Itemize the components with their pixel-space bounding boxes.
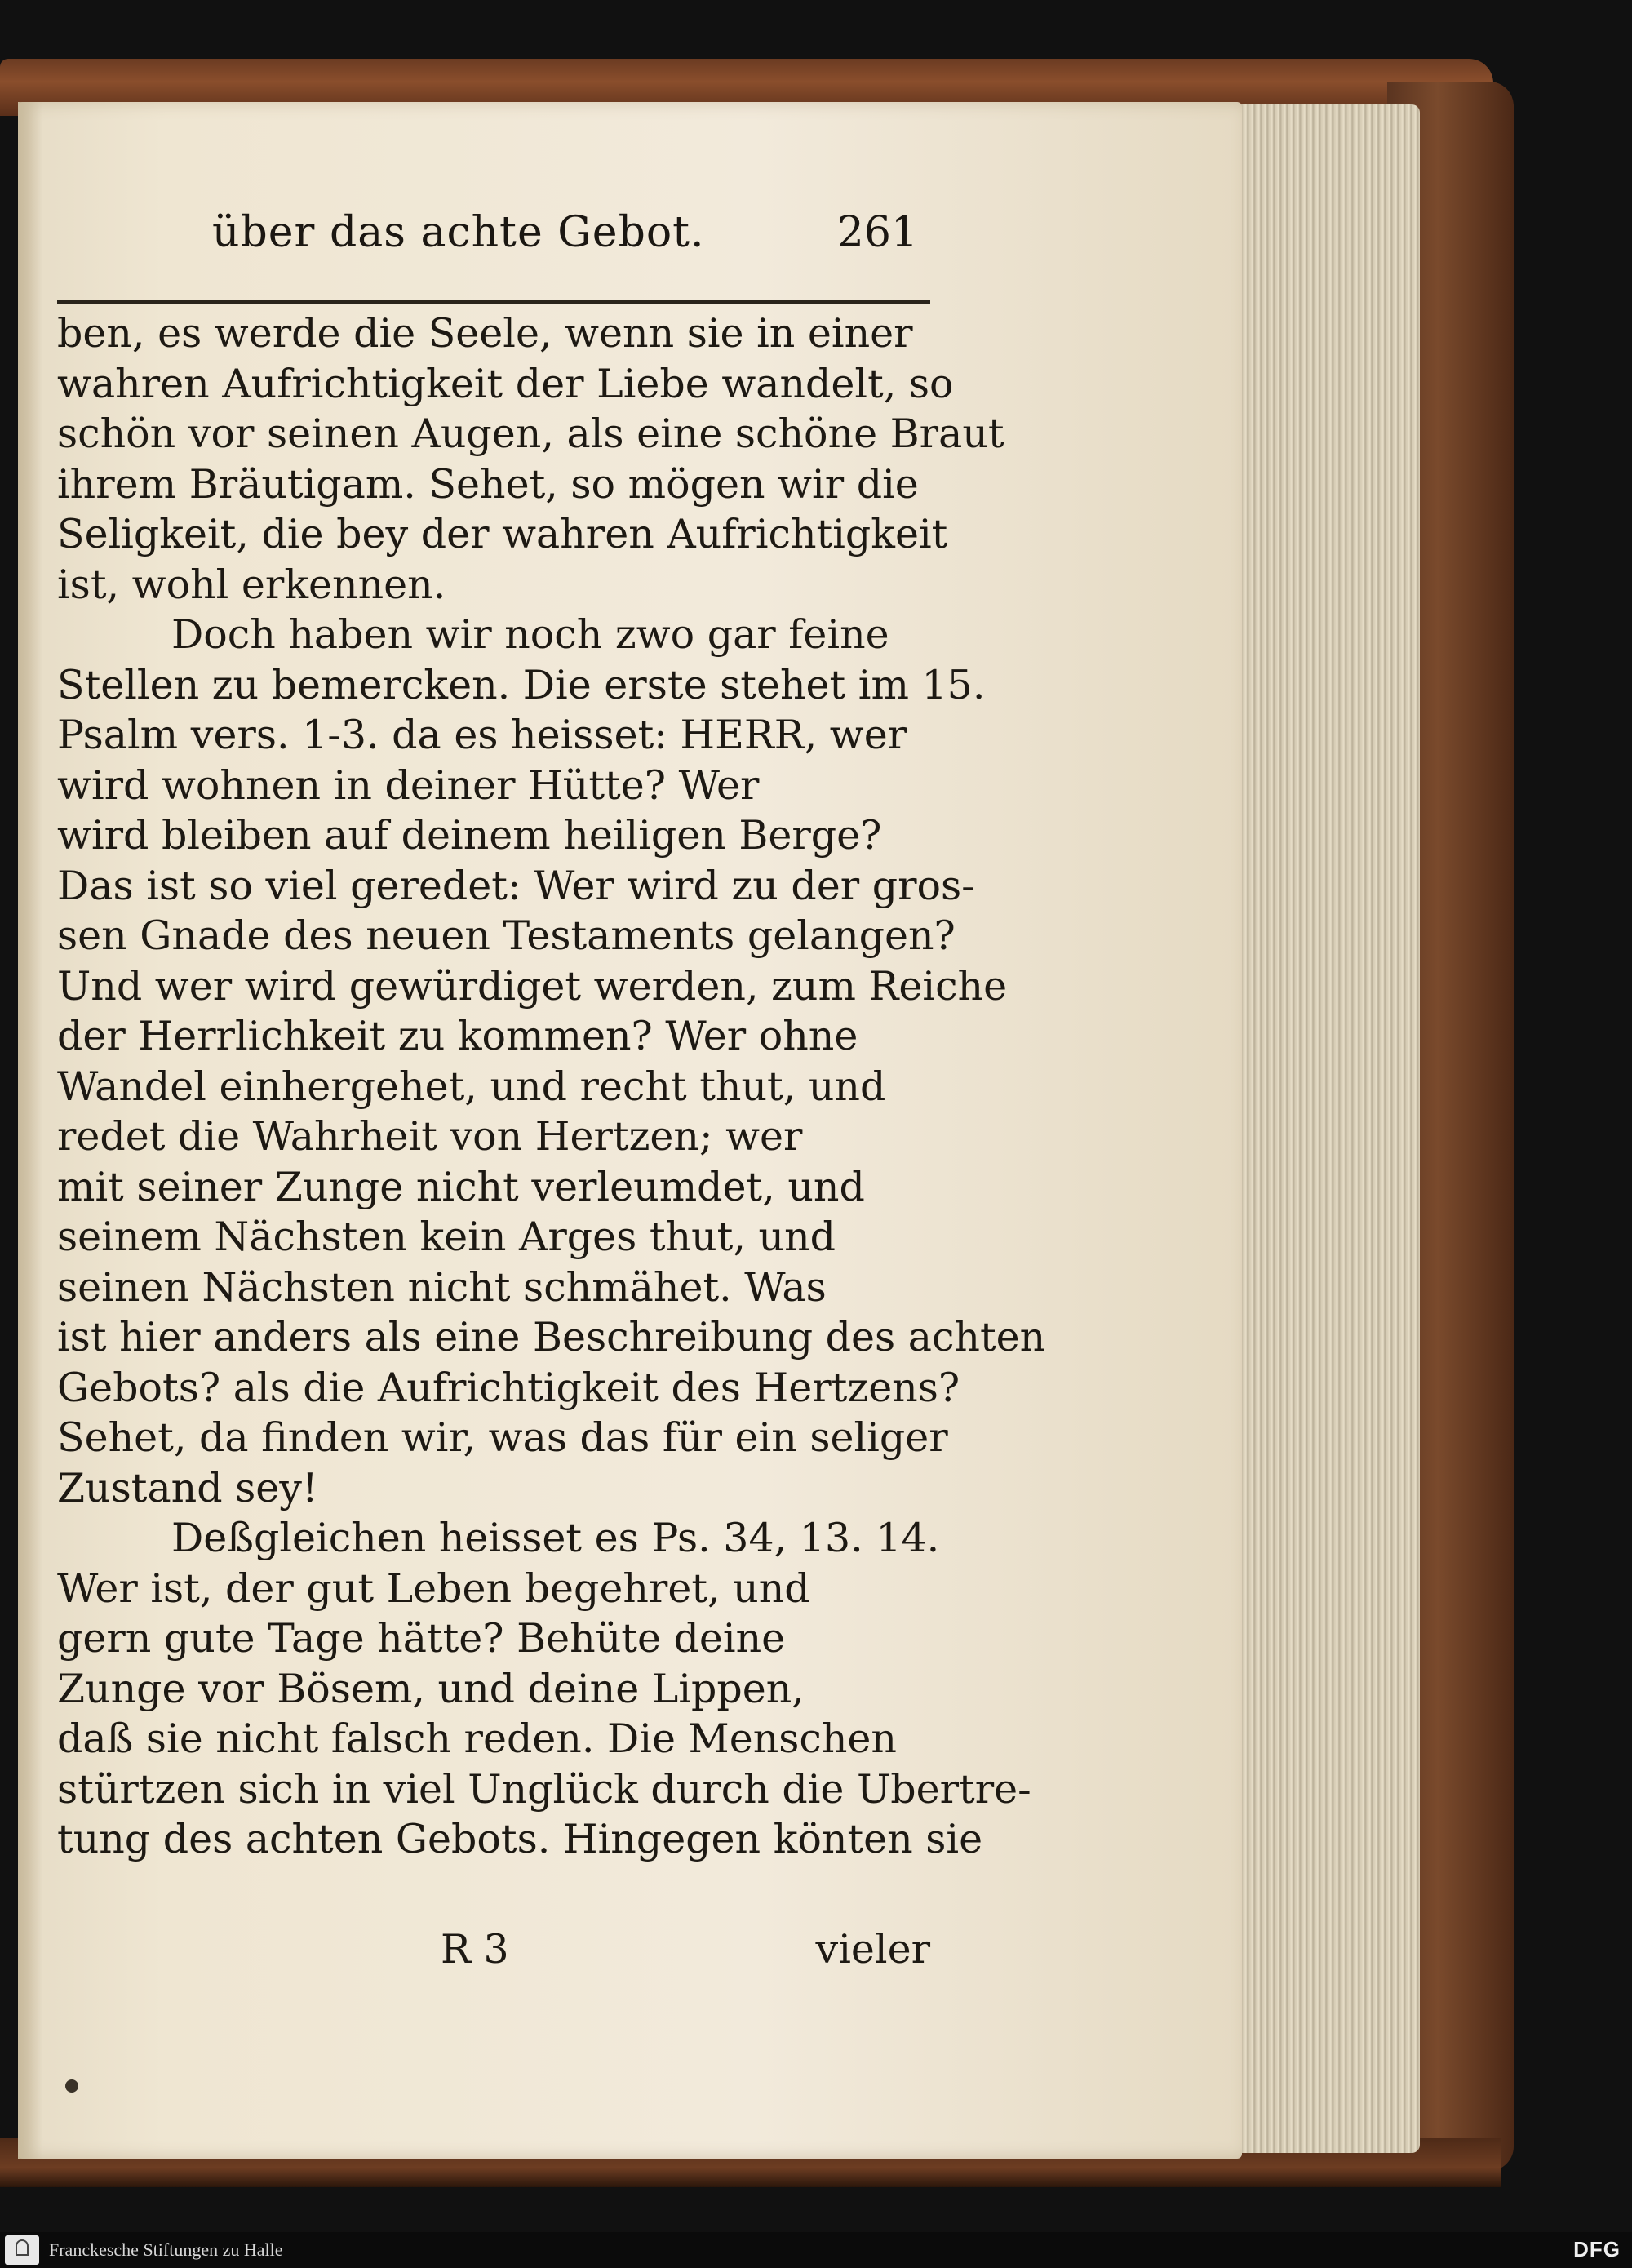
- text-line: Seligkeit, die bey der wahren Aufrichtigkeit: [57, 511, 948, 557]
- institution-credit: Franckesche Stiftungen zu Halle: [49, 2239, 283, 2260]
- text-line: wird bleiben auf deinem heiligen Berge?: [57, 812, 882, 859]
- text-line: wird wohnen in deiner Hütte? Wer: [57, 761, 760, 809]
- text-line: wahren Aufrichtigkeit der Liebe wandelt, so: [57, 360, 954, 407]
- text-line: Stellen zu bemercken. Die erste stehet im 15.: [57, 661, 986, 708]
- text-line: daß sie nicht falsch reden. Die Menschen: [57, 1715, 897, 1762]
- credit-bar: [0, 2232, 1632, 2268]
- running-title: über das achte Gebot.: [212, 208, 705, 257]
- text-line: seinem Nächsten kein Arges thut, und: [57, 1214, 836, 1260]
- text-line: ihrem Bräutigam. Sehet, so mögen wir die: [57, 460, 919, 508]
- funder-logo: DFG: [1573, 2237, 1621, 2261]
- text-line: Zunge vor Bösem, und deine Lippen,: [57, 1665, 805, 1712]
- text-line: mit seiner Zunge nicht verleumdet, und: [57, 1163, 865, 1210]
- text-line: stürtzen sich in viel Unglück durch die Ubertre-: [57, 1765, 1031, 1813]
- text-line: Deßgleichen heisset es Ps. 34, 13. 14.: [171, 1515, 940, 1561]
- page-edges: [1224, 104, 1420, 2153]
- page-header: [57, 208, 918, 282]
- text-line: Gebots? als die Aufrichtigkeit des Hertzens?: [57, 1364, 960, 1411]
- text-line: tung des achten Gebots. Hingegen könten sie: [57, 1816, 983, 1862]
- text-line: gern gute Tage hätte? Behüte deine: [57, 1615, 786, 1662]
- text-line: seinen Nächsten nicht schmähet. Was: [57, 1263, 827, 1311]
- page-number: 261: [836, 208, 918, 257]
- text-line: Wandel einhergehet, und recht thut, und: [57, 1063, 886, 1110]
- page-footer: [57, 1926, 930, 1983]
- text-line: Psalm vers. 1-3. da es heisset: HERR, wer: [57, 712, 907, 758]
- text-line: Das ist so viel geredet: Wer wird zu der gros-: [57, 862, 975, 909]
- text-line: Und wer wird gewürdiget werden, zum Reiche: [57, 962, 1008, 1010]
- text-line: Wer ist, der gut Leben begehret, und: [57, 1565, 810, 1612]
- text-line: Sehet, da finden wir, was das für ein seliger: [57, 1414, 948, 1461]
- text-line: ist, wohl erkennen.: [57, 561, 446, 608]
- body-text: [57, 308, 1046, 1865]
- page-gutter: [18, 102, 42, 2159]
- institution-logo-icon: [5, 2235, 39, 2265]
- text-line: Doch haben wir noch zwo gar feine: [171, 611, 889, 658]
- text-line: sen Gnade des neuen Testaments gelangen?: [57, 912, 956, 959]
- text-line: Zustand sey!: [57, 1464, 318, 1511]
- text-line: der Herrlichkeit zu kommen? Wer ohne: [57, 1013, 858, 1059]
- signature-mark: R 3: [441, 1926, 509, 1973]
- text-line: schön vor seinen Augen, als eine schöne Braut: [57, 411, 1004, 457]
- text-line: ben, es werde die Seele, wenn sie in einer: [57, 310, 913, 357]
- ink-speck: [65, 2079, 78, 2093]
- catchword: vieler: [815, 1926, 930, 1973]
- header-rule: [57, 300, 930, 304]
- text-line: ist hier anders als eine Beschreibung des achten: [57, 1314, 1046, 1360]
- text-line: redet die Wahrheit von Hertzen; wer: [57, 1113, 803, 1160]
